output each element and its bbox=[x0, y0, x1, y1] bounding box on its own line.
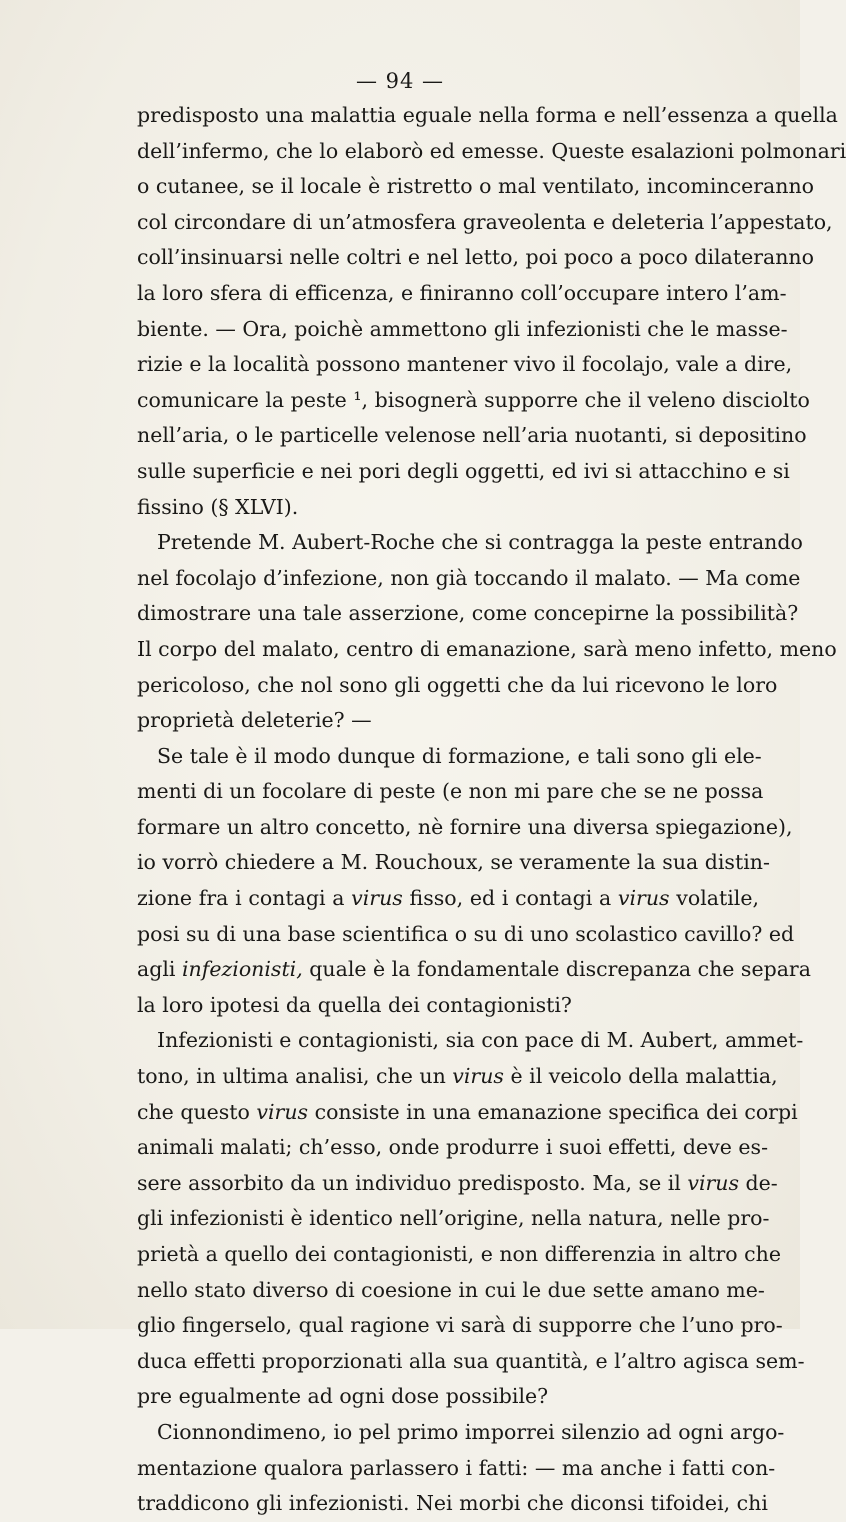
text-segment: animali malati; ch’esso, onde produrre i suoi effetti, deve es- bbox=[137, 1135, 768, 1160]
text-line bbox=[137, 988, 759, 1024]
page-number: — 94 — bbox=[355, 69, 445, 93]
text-line bbox=[137, 1201, 770, 1237]
text-line bbox=[137, 774, 764, 810]
text-line bbox=[137, 1379, 759, 1415]
text-line bbox=[137, 668, 778, 704]
text-line bbox=[137, 1344, 805, 1380]
text-segment: predisposto una malattia eguale nella forma e nell’essenza a quella bbox=[137, 103, 838, 127]
text-segment: posi su di una base scientifica o su di uno scolastico cavillo? ed bbox=[137, 921, 795, 946]
text-segment: fisso, ed i contagi a bbox=[402, 886, 618, 911]
text-segment: sere assorbito da un individuo predisposto. Ma, se il bbox=[137, 1170, 688, 1195]
text-line bbox=[137, 454, 790, 490]
text-line bbox=[137, 739, 762, 775]
text-segment: agli bbox=[137, 957, 182, 982]
text-line bbox=[137, 632, 837, 668]
text-line bbox=[137, 1130, 768, 1166]
text-segment: comunicare la peste ¹, bisognerà supporre che il veleno disciolto bbox=[137, 387, 810, 412]
text-segment: nello stato diverso di coesione in cui le due sette amano me- bbox=[137, 1277, 765, 1302]
text-segment: proprietà deleterie? — bbox=[137, 708, 372, 733]
italic-text: virus bbox=[256, 1099, 309, 1124]
text-line bbox=[137, 205, 833, 241]
text-segment: la loro ipotesi da quella dei contagionisti? bbox=[137, 992, 572, 1017]
text-segment: gli infezionisti è identico nell’origine, nella natura, nelle pro- bbox=[137, 1206, 770, 1231]
text-segment: Pretende M. Aubert-Roche che si contragga la peste entrando bbox=[157, 530, 803, 555]
text-line bbox=[137, 1451, 776, 1487]
text-line bbox=[137, 1273, 765, 1309]
text-segment: zione fra i contagi a bbox=[137, 886, 352, 911]
italic-text: virus bbox=[452, 1064, 504, 1089]
text-line bbox=[137, 1237, 781, 1273]
text-line bbox=[137, 596, 799, 632]
text-segment: Se tale è il modo dunque di formazione, e tali sono gli ele- bbox=[157, 743, 762, 768]
text-segment: la loro sfera di efficenza, e finiranno coll’occupare intero l’am- bbox=[137, 280, 787, 305]
text-segment: de- bbox=[739, 1170, 778, 1195]
text-line bbox=[137, 1166, 778, 1202]
text-segment: è il veicolo della malattia, bbox=[503, 1064, 778, 1089]
text-line bbox=[137, 1308, 783, 1344]
text-segment: traddicono gli infezionisti. Nei morbi che diconsi tifoidei, chi bbox=[137, 1491, 768, 1516]
italic-text: infezionisti, bbox=[181, 957, 303, 982]
italic-text: virus bbox=[617, 886, 670, 911]
body-text bbox=[137, 98, 846, 1522]
text-segment: biente. — Ora, poichè ammettono gli infezionisti che le masse- bbox=[137, 316, 788, 341]
text-line bbox=[137, 525, 803, 561]
text-line bbox=[137, 917, 795, 953]
text-segment: menti di un focolare di peste (e non mi pare che se ne possa bbox=[137, 779, 764, 804]
text-line bbox=[137, 276, 787, 312]
text-segment: nel focolajo d’infezione, non già toccando il malato. — Ma come bbox=[137, 565, 801, 590]
text-line bbox=[137, 703, 759, 739]
text-segment: duca effetti proporzionati alla sua quantità, e l’altro agisca sem- bbox=[137, 1348, 805, 1373]
italic-text: virus bbox=[351, 886, 403, 911]
text-segment: prietà a quello dei contagionisti, e non differenzia in altro che bbox=[137, 1242, 781, 1266]
text-line bbox=[137, 1486, 768, 1522]
text-segment: che questo bbox=[137, 1099, 257, 1124]
text-segment: nell’aria, o le particelle velenose nell’aria nuotanti, si depositino bbox=[137, 423, 807, 448]
text-line bbox=[137, 98, 838, 134]
text-line bbox=[137, 240, 814, 276]
text-line bbox=[137, 561, 801, 597]
text-line bbox=[137, 1059, 778, 1095]
text-segment: pre egualmente ad ogni dose possibile? bbox=[137, 1384, 549, 1409]
text-segment: tono, in ultima analisi, che un bbox=[137, 1064, 453, 1089]
text-segment: formare un altro concetto, nè fornire una diversa spiegazione), bbox=[137, 814, 793, 839]
text-segment: quale è la fondamentale discrepanza che separa bbox=[302, 957, 811, 982]
text-segment: rizie e la località possono mantener vivo il focolajo, vale a dire, bbox=[137, 352, 793, 377]
text-segment: pericoloso, che nol sono gli oggetti che da lui ricevono le loro bbox=[137, 672, 778, 697]
text-segment: io vorrò chiedere a M. Rouchoux, se veramente la sua distin- bbox=[137, 850, 770, 875]
text-line bbox=[137, 1095, 798, 1131]
text-line bbox=[137, 134, 846, 170]
text-line bbox=[137, 881, 759, 917]
text-line bbox=[137, 490, 759, 526]
text-segment: dell’infermo, che lo elaborò ed emesse. Queste esalazioni polmonari bbox=[137, 138, 846, 163]
text-segment: glio fingerselo, qual ragione vi sarà di supporre che l’uno pro- bbox=[137, 1313, 783, 1338]
text-line bbox=[137, 845, 770, 881]
text-line bbox=[137, 383, 810, 419]
text-segment: Il corpo del malato, centro di emanazione, sarà meno infetto, meno bbox=[137, 636, 837, 661]
text-segment: consiste in una emanazione specifica dei corpi bbox=[308, 1099, 798, 1124]
text-line bbox=[137, 810, 793, 846]
text-line bbox=[137, 1023, 804, 1059]
text-segment: Cionnondimeno, io pel primo imporrei silenzio ad ogni argo- bbox=[157, 1419, 785, 1444]
italic-text: virus bbox=[687, 1170, 740, 1195]
text-segment: Infezionisti e contagionisti, sia con pace di M. Aubert, ammet- bbox=[157, 1028, 804, 1053]
text-line bbox=[137, 1415, 785, 1451]
text-segment: sulle superficie e nei pori degli oggetti, ed ivi si attacchino e si bbox=[137, 458, 790, 483]
text-segment: o cutanee, se il locale è ristretto o mal ventilato, incominceranno bbox=[137, 174, 814, 199]
text-line bbox=[137, 347, 793, 383]
text-segment: dimostrare una tale asserzione, come concepirne la possibilità? bbox=[137, 601, 799, 626]
text-segment: col circondare di un’atmosfera graveolenta e deleteria l’appestato, bbox=[137, 209, 833, 234]
text-line bbox=[137, 418, 807, 454]
text-segment: coll’insinuarsi nelle coltri e nel letto, poi poco a poco dilateranno bbox=[137, 245, 814, 270]
text-segment: mentazione qualora parlassero i fatti: — ma anche i fatti con- bbox=[137, 1455, 776, 1480]
text-segment: volatile, bbox=[669, 886, 760, 911]
text-line bbox=[137, 312, 788, 348]
text-line bbox=[137, 952, 811, 988]
text-segment: fissino (§ XLVI). bbox=[137, 494, 299, 519]
text-line bbox=[137, 169, 814, 205]
